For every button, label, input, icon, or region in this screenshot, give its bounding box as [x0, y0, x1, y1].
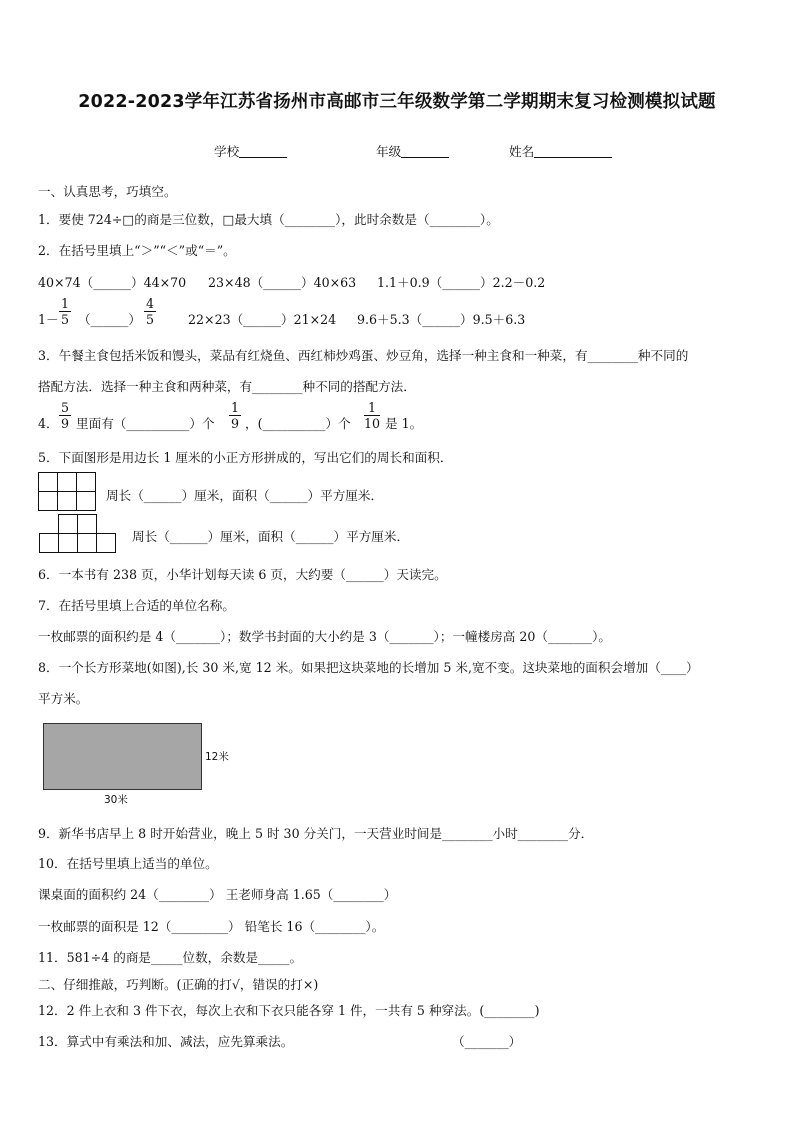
q4-part-1: 里面有（__________）个	[76, 416, 215, 431]
grade-field	[376, 141, 449, 160]
q2-compare-5: 22×23（______）21×24	[188, 312, 337, 327]
question-10: 10．在括号里填上适当的单位。	[38, 856, 218, 871]
name-field	[509, 141, 612, 160]
fraction-numerator: 1	[60, 296, 69, 311]
unit-square	[38, 491, 58, 511]
name-blank[interactable]	[534, 144, 612, 158]
q2-compare-4-blank: （______）	[78, 312, 141, 327]
unit-square	[58, 514, 78, 534]
unit-square	[76, 472, 96, 492]
question-9: 9．新华书店早上 8 时开始营业，晚上 5 时 30 分关门，一天营业时间是________小时________分．	[38, 826, 594, 841]
q4-fraction-five-ninths	[58, 400, 72, 431]
section-2-heading: 二、仔细推敲，巧判断。(正确的打√，错误的打×)	[38, 977, 319, 992]
q4-part-2: ，(__________）个	[245, 416, 351, 431]
fraction-denominator: 9	[60, 416, 69, 431]
grade-blank[interactable]	[401, 144, 449, 158]
question-11: 11．581÷4 的商是_____位数，余数是_____。	[38, 950, 303, 965]
q2-compare-3: 1.1＋0.9（______）2.2－0.2	[377, 275, 546, 290]
question-13-blank: （_______）	[452, 1034, 522, 1049]
unit-square	[96, 533, 116, 553]
fraction-denominator: 5	[145, 312, 154, 327]
section-1-heading: 一、认真思考，巧填空。	[38, 184, 177, 199]
unit-square	[39, 533, 59, 553]
fraction-denominator: 10	[363, 416, 381, 431]
q5-figure-1-text: 周长（______）厘米，面积（______）平方厘米．	[106, 488, 384, 503]
question-7-items: 一枚邮票的面积约是 4（_______）；数学书封面的大小约是 3（_______）；一幢楼房高 20（_______）。	[38, 629, 611, 644]
question-3-line-2: 搭配方法．选择一种主食和两种菜，有________种不同的搭配方法．	[38, 379, 416, 394]
unit-square	[76, 491, 96, 511]
question-3-line-1: 3．午餐主食包括米饭和馒头，菜品有红烧鱼、西红柿炒鸡蛋、炒豆角，选择一种主食和一种菜，有________种不同的	[38, 348, 689, 363]
unit-square	[57, 472, 77, 492]
question-5: 5．下面图形是用边长 1 厘米的小正方形拼成的，写出它们的周长和面积．	[38, 450, 453, 465]
question-8-line-2: 平方米。	[38, 691, 89, 706]
q4-fraction-one-tenth	[363, 400, 381, 431]
q4-fraction-one-ninth	[228, 400, 242, 431]
q2-compare-4-prefix: 1－	[38, 312, 59, 327]
unit-square	[38, 472, 58, 492]
q2-fraction-four-fifths	[143, 296, 157, 327]
question-10-line-1: 课桌面的面积约 24（________） 王老师身高 1.65（________）	[38, 887, 397, 902]
plot-length-label: 30米	[104, 794, 128, 806]
question-7: 7．在括号里填上合适的单位名称。	[38, 598, 235, 613]
unit-square	[77, 514, 97, 534]
vegetable-plot-rectangle	[43, 723, 202, 790]
unit-square	[57, 491, 77, 511]
fraction-denominator: 9	[230, 416, 239, 431]
page-title: 2022-2023学年江苏省扬州市高邮市三年级数学第二学期期末复习检测模拟试题	[78, 92, 716, 112]
q4-prefix: 4．	[38, 416, 59, 431]
school-blank[interactable]	[239, 144, 287, 158]
question-8-line-1: 8．一个长方形菜地(如图),长 30 米,宽 12 米。如果把这块菜地的长增加 5 米,宽不变。这块菜地的面积会增加（____）	[38, 660, 699, 675]
question-12: 12．2 件上衣和 3 件下衣，每次上衣和下衣只能各穿 1 件，一共有 5 种穿法。(________)	[38, 1003, 540, 1018]
fraction-denominator: 5	[60, 312, 69, 327]
q2-fraction-one-fifth	[58, 296, 72, 327]
q2-compare-6: 9.6＋5.3（______）9.5＋6.3	[357, 312, 526, 327]
fraction-numerator: 1	[230, 400, 239, 415]
question-1: 1．要使 724÷□的商是三位数，□最大填（________），此时余数是（________）。	[38, 212, 499, 227]
fraction-numerator: 5	[60, 400, 69, 415]
fraction-numerator: 4	[145, 296, 154, 311]
question-6: 6．一本书有 238 页，小华计划每天读 6 页，大约要（______）天读完。	[38, 567, 447, 582]
question-10-line-2: 一枚邮票的面积是 12（_________） 铅笔长 16（________）。	[38, 919, 385, 934]
question-2: 2．在括号里填上“＞”“＜”或“＝”。	[38, 243, 236, 258]
plot-width-label: 12米	[205, 751, 229, 763]
q4-part-3: 是 1。	[385, 416, 423, 431]
unit-square	[58, 533, 78, 553]
grade-label: 年级	[376, 144, 402, 159]
fraction-numerator: 1	[367, 400, 376, 415]
school-label: 学校	[214, 144, 240, 159]
q2-compare-1: 40×74（______）44×70	[38, 275, 187, 290]
unit-square	[77, 533, 97, 553]
q5-figure-2-text: 周长（______）厘米，面积（______）平方厘米．	[132, 529, 410, 544]
q2-compare-2: 23×48（______）40×63	[208, 275, 357, 290]
name-label: 姓名	[509, 144, 535, 159]
question-13: 13．算式中有乘法和加、减法，应先算乘法。	[38, 1034, 294, 1049]
school-field	[214, 141, 287, 160]
